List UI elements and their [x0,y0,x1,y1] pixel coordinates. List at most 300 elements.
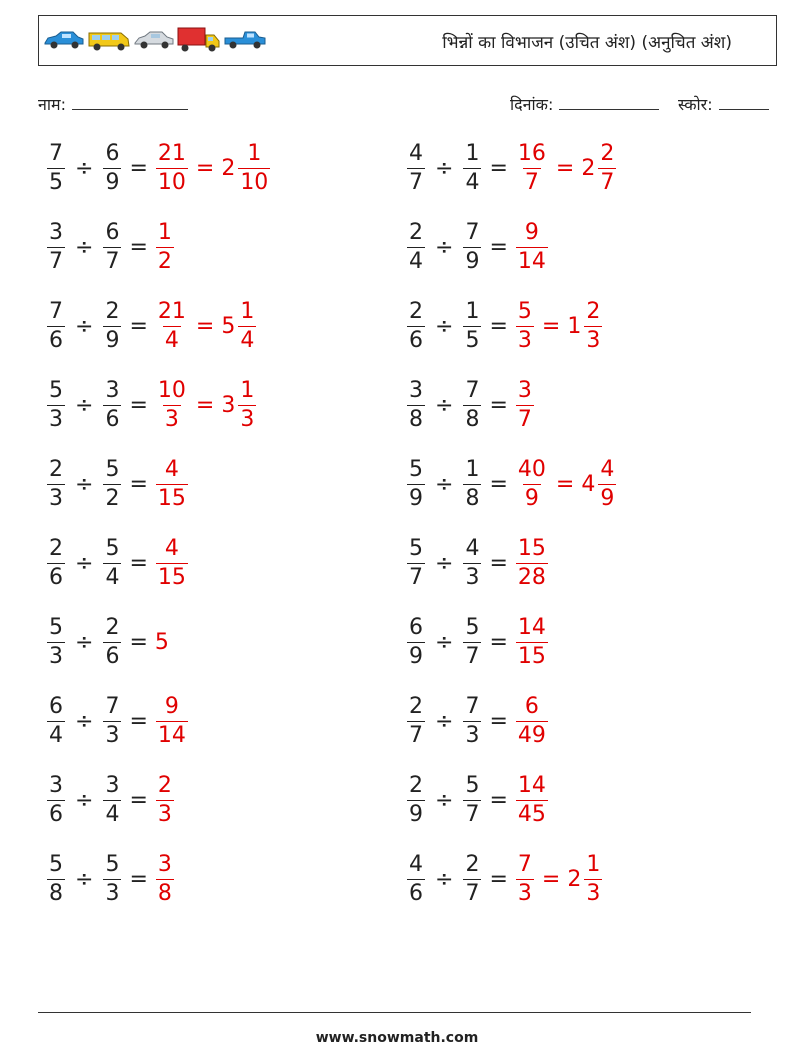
divisor-fraction [463,143,481,194]
dividend-fraction-denominator: 7 [409,723,423,748]
dividend-fraction-numerator: 4 [409,852,423,877]
equals-sign: = [129,235,148,260]
divisor-fraction-numerator: 5 [105,457,120,482]
divide-sign: ÷ [75,551,94,576]
answer-fraction [516,301,534,352]
divide-sign: ÷ [435,314,454,339]
answer [155,380,257,431]
footer-divider [38,1012,751,1013]
dividend-fraction-numerator: 3 [49,773,63,798]
divisor-fraction [463,617,481,668]
dividend-fraction [47,301,65,352]
divisor-fraction-denominator: 3 [465,723,480,748]
answer-fraction [516,459,548,510]
dividend-fraction-denominator: 3 [49,486,63,511]
answer [515,143,617,194]
dividend-fraction-denominator: 8 [409,407,423,432]
divisor-fraction [103,775,121,826]
mixed-whole: 2 [567,867,582,892]
answer-fraction-numerator: 3 [517,378,532,403]
problem-row [46,854,175,905]
dividend-fraction [407,775,425,826]
answer [515,696,549,747]
divisor-fraction [463,696,481,747]
divisor-fraction [103,617,121,668]
divisor-fraction-denominator: 7 [465,644,480,669]
answer [515,301,603,352]
answer-fraction [156,696,188,747]
answer [515,538,549,589]
problem-row [46,459,189,510]
problem-row [46,617,169,668]
equals-sign: = [129,551,148,576]
answer [515,380,535,431]
date-field[interactable] [510,93,659,115]
dividend-fraction [407,854,425,905]
divisor-fraction-numerator: 3 [105,773,120,798]
divisor-fraction-denominator: 4 [105,565,120,590]
dividend-fraction [407,301,425,352]
divisor-fraction [463,380,481,431]
divisor-fraction-numerator: 6 [105,220,120,245]
answer-fraction-numerator: 9 [164,694,179,719]
mixed-fraction [238,380,256,431]
equals-sign: = [489,156,508,181]
dividend-fraction-denominator: 6 [49,802,63,827]
date-blank[interactable] [559,95,659,110]
mixed-whole: 2 [581,156,596,181]
answer [155,696,189,747]
dividend-fraction [407,222,425,273]
equals-sign: = [129,788,148,813]
dividend-fraction-denominator: 5 [49,170,63,195]
answer [515,222,549,273]
mixed-fraction-numerator: 1 [240,299,255,324]
divisor-fraction [463,775,481,826]
mixed-whole: 4 [581,472,596,497]
problem-row [46,538,189,589]
mixed-fraction-denominator: 10 [240,170,269,195]
dividend-fraction-numerator: 5 [49,615,63,640]
divide-sign: ÷ [435,235,454,260]
answer-fraction-numerator: 9 [524,220,539,245]
answer-fraction [156,538,188,589]
answer-fraction-numerator: 3 [157,852,172,877]
problem-row [406,301,603,352]
answer-fraction-denominator: 9 [524,486,539,511]
answer-fraction-numerator: 1 [157,220,172,245]
answer [155,854,175,905]
equals-sign: = [129,867,148,892]
dividend-fraction-denominator: 3 [49,407,63,432]
divisor-fraction-denominator: 9 [105,170,120,195]
divide-sign: ÷ [75,393,94,418]
answer [515,617,549,668]
answer-fraction-denominator: 28 [517,565,546,590]
answer-fraction [516,538,548,589]
answer [515,459,617,510]
problem-row [46,696,189,747]
answer [515,775,549,826]
divisor-fraction-numerator: 1 [465,141,480,166]
answer-fraction-numerator: 7 [517,852,532,877]
mixed-fraction-denominator: 7 [600,170,615,195]
mixed-fraction [598,143,616,194]
dividend-fraction-numerator: 4 [409,141,423,166]
answer-fraction-denominator: 7 [517,407,532,432]
mixed-fraction-numerator: 1 [586,852,601,877]
yellow-van-icon [87,29,131,51]
answer-fraction-denominator: 2 [157,249,172,274]
equals-sign: = [129,709,148,734]
answer-fraction-denominator: 8 [157,881,172,906]
mixed-whole: 2 [221,156,236,181]
equals-sign: = [489,788,508,813]
answer-fraction [156,380,188,431]
answer-fraction [516,775,548,826]
dividend-fraction-denominator: 8 [49,881,63,906]
name-blank[interactable] [72,95,188,110]
answer-fraction-denominator: 3 [517,328,532,353]
divisor-fraction-numerator: 2 [105,615,120,640]
divisor-fraction-denominator: 7 [465,881,480,906]
problem-row [46,775,175,826]
answer-fraction-denominator: 49 [517,723,546,748]
divisor-fraction [103,854,121,905]
divisor-fraction-denominator: 2 [105,486,120,511]
problem-row [406,380,535,431]
dividend-fraction-numerator: 6 [49,694,63,719]
problem-row [406,854,603,905]
mixed-fraction-denominator: 3 [586,881,601,906]
answer-fraction [516,696,548,747]
divide-sign: ÷ [75,472,94,497]
problem-row [406,775,549,826]
divisor-fraction-numerator: 5 [105,536,120,561]
divisor-fraction-numerator: 1 [465,299,480,324]
mixed-whole: 5 [221,314,236,339]
divisor-fraction-denominator: 7 [465,802,480,827]
divisor-fraction-numerator: 2 [105,299,120,324]
divisor-fraction [463,301,481,352]
blue-pickup-icon [223,30,267,50]
answer-fraction [516,222,548,273]
divisor-fraction-numerator: 5 [465,773,480,798]
divisor-fraction-numerator: 3 [105,378,120,403]
answer [155,143,271,194]
equals-sign: = [129,630,148,655]
equals-sign: = [489,393,508,418]
dividend-fraction-numerator: 7 [49,299,63,324]
mixed-fraction [584,854,602,905]
divisor-fraction-denominator: 3 [465,565,480,590]
score-blank[interactable] [719,95,769,110]
divisor-fraction-numerator: 1 [465,457,480,482]
answer-fraction-numerator: 6 [524,694,539,719]
blue-car-icon [43,30,85,50]
mixed-fraction-denominator: 3 [586,328,601,353]
divisor-fraction-denominator: 3 [105,723,120,748]
answer [155,538,189,589]
divisor-fraction [463,538,481,589]
equals-sign: = [129,156,148,181]
dividend-fraction-numerator: 5 [409,457,423,482]
answer-fraction-denominator: 15 [157,486,186,511]
dividend-fraction-denominator: 4 [49,723,63,748]
equals-sign: = [129,393,148,418]
red-truck-icon [177,27,221,53]
answer-fraction [156,222,174,273]
answer-fraction-numerator: 16 [517,141,546,166]
divisor-fraction-numerator: 7 [465,220,480,245]
divisor-fraction-numerator: 4 [465,536,480,561]
equals-sign: = [195,393,215,418]
answer-fraction [156,854,174,905]
answer-whole: 5 [154,630,169,655]
divisor-fraction-denominator: 9 [105,328,120,353]
equals-sign: = [489,472,508,497]
answer-fraction-numerator: 4 [164,457,179,482]
dividend-fraction [407,617,425,668]
divide-sign: ÷ [75,788,94,813]
dividend-fraction-denominator: 9 [409,486,423,511]
divide-sign: ÷ [75,235,94,260]
dividend-fraction-numerator: 7 [49,141,63,166]
answer-fraction-denominator: 15 [517,644,546,669]
dividend-fraction [47,696,65,747]
equals-sign: = [489,314,508,339]
answer-fraction-denominator: 45 [517,802,546,827]
name-field[interactable] [38,93,188,115]
answer-fraction-denominator: 4 [164,328,179,353]
equals-sign: = [489,551,508,576]
vehicle-icons [43,26,269,54]
answer-fraction-numerator: 10 [157,378,186,403]
dividend-fraction-numerator: 3 [409,378,423,403]
answer-fraction-numerator: 14 [517,615,546,640]
divide-sign: ÷ [435,709,454,734]
divide-sign: ÷ [75,630,94,655]
worksheet-header [38,15,777,66]
equals-sign: = [555,156,575,181]
name-label: नाम: [38,95,66,114]
dividend-fraction-numerator: 6 [409,615,423,640]
dividend-fraction [407,143,425,194]
score-field[interactable] [678,93,769,115]
dividend-fraction [47,854,65,905]
dividend-fraction [407,380,425,431]
divisor-fraction [103,538,121,589]
dividend-fraction [47,143,65,194]
dividend-fraction-denominator: 7 [409,170,423,195]
dividend-fraction [47,538,65,589]
divisor-fraction-numerator: 6 [105,141,120,166]
answer [155,222,175,273]
problem-row [406,222,549,273]
mixed-fraction-numerator: 2 [600,141,615,166]
answer-fraction-numerator: 40 [517,457,546,482]
divide-sign: ÷ [435,867,454,892]
answer-fraction-numerator: 5 [517,299,532,324]
answer-fraction [516,617,548,668]
equals-sign: = [489,867,508,892]
divisor-fraction-numerator: 7 [465,694,480,719]
dividend-fraction [47,775,65,826]
divisor-fraction-denominator: 3 [105,881,120,906]
divide-sign: ÷ [75,709,94,734]
dividend-fraction-numerator: 5 [409,536,423,561]
divisor-fraction [103,222,121,273]
dividend-fraction-denominator: 6 [409,881,423,906]
divisor-fraction-numerator: 2 [465,852,480,877]
dividend-fraction-numerator: 5 [49,852,63,877]
mixed-whole: 1 [567,314,582,339]
equals-sign: = [489,630,508,655]
divisor-fraction-denominator: 5 [465,328,480,353]
dividend-fraction-denominator: 7 [49,249,63,274]
answer-fraction-denominator: 14 [517,249,546,274]
equals-sign: = [195,156,215,181]
mixed-fraction [598,459,616,510]
mixed-fraction-denominator: 4 [240,328,255,353]
answer [155,459,189,510]
dividend-fraction-denominator: 7 [409,565,423,590]
mixed-fraction-numerator: 4 [600,457,615,482]
mixed-fraction-denominator: 3 [240,407,255,432]
divisor-fraction [103,696,121,747]
problem-row [406,459,617,510]
mixed-fraction [238,143,270,194]
divisor-fraction [463,222,481,273]
dividend-fraction [47,617,65,668]
problem-row [46,380,257,431]
dividend-fraction-numerator: 2 [409,299,423,324]
dividend-fraction-numerator: 2 [49,536,63,561]
equals-sign: = [195,314,215,339]
answer-fraction-denominator: 3 [164,407,179,432]
mixed-fraction-numerator: 1 [240,378,255,403]
worksheet-title: भिन्नों का विभाजन (उचित अंश) (अनुचित अंश) [442,33,732,53]
divisor-fraction-denominator: 4 [465,170,480,195]
dividend-fraction-denominator: 6 [49,328,63,353]
answer-fraction-denominator: 7 [524,170,539,195]
problem-row [46,222,175,273]
answer [155,630,169,655]
divisor-fraction [103,459,121,510]
score-label: स्कोर: [678,95,713,114]
problem-row [406,696,549,747]
divide-sign: ÷ [435,630,454,655]
divisor-fraction-denominator: 9 [465,249,480,274]
divisor-fraction [103,380,121,431]
dividend-fraction-denominator: 3 [49,644,63,669]
dividend-fraction-numerator: 2 [409,694,423,719]
answer-fraction [156,143,188,194]
dividend-fraction [407,538,425,589]
equals-sign: = [129,472,148,497]
mixed-fraction-numerator: 1 [247,141,262,166]
dividend-fraction-denominator: 6 [409,328,423,353]
dividend-fraction [407,696,425,747]
answer-fraction [516,380,534,431]
answer-fraction-denominator: 15 [157,565,186,590]
answer-fraction [516,854,534,905]
answer [515,854,603,905]
problem-row [406,617,549,668]
dividend-fraction-numerator: 5 [49,378,63,403]
divide-sign: ÷ [75,314,94,339]
dividend-fraction [407,459,425,510]
answer [155,301,257,352]
dividend-fraction-denominator: 4 [409,249,423,274]
dividend-fraction-numerator: 2 [49,457,63,482]
answer-fraction [516,143,548,194]
divide-sign: ÷ [75,867,94,892]
dividend-fraction-denominator: 9 [409,802,423,827]
equals-sign: = [129,314,148,339]
problem-row [406,538,549,589]
divisor-fraction-denominator: 4 [105,802,120,827]
date-label: दिनांक: [510,95,554,114]
answer-fraction-denominator: 3 [517,881,532,906]
equals-sign: = [555,472,575,497]
answer-fraction-numerator: 21 [157,141,186,166]
answer-fraction-numerator: 14 [517,773,546,798]
mixed-fraction [238,301,256,352]
problem-row [46,301,257,352]
divisor-fraction-denominator: 8 [465,486,480,511]
divisor-fraction-denominator: 6 [105,644,120,669]
equals-sign: = [541,867,561,892]
mixed-fraction-numerator: 2 [586,299,601,324]
equals-sign: = [541,314,561,339]
dividend-fraction-numerator: 2 [409,220,423,245]
divide-sign: ÷ [435,788,454,813]
equals-sign: = [489,709,508,734]
divisor-fraction-numerator: 5 [105,852,120,877]
divide-sign: ÷ [435,156,454,181]
answer-fraction-numerator: 4 [164,536,179,561]
mixed-fraction [584,301,602,352]
answer-fraction [156,775,174,826]
divide-sign: ÷ [435,551,454,576]
dividend-fraction [47,380,65,431]
divisor-fraction-denominator: 7 [105,249,120,274]
divisor-fraction-numerator: 5 [465,615,480,640]
problem-row [406,143,617,194]
dividend-fraction [47,459,65,510]
divisor-fraction-denominator: 8 [465,407,480,432]
silver-car-icon [133,30,175,50]
divisor-fraction-numerator: 7 [465,378,480,403]
mixed-whole: 3 [221,393,236,418]
divide-sign: ÷ [75,156,94,181]
divisor-fraction [103,143,121,194]
dividend-fraction-numerator: 3 [49,220,63,245]
problem-row [46,143,271,194]
divide-sign: ÷ [435,472,454,497]
answer-fraction-numerator: 2 [157,773,172,798]
dividend-fraction-denominator: 6 [49,565,63,590]
divide-sign: ÷ [435,393,454,418]
answer-fraction-denominator: 10 [157,170,186,195]
divisor-fraction [103,301,121,352]
answer-fraction-numerator: 15 [517,536,546,561]
answer [155,775,175,826]
answer-fraction [156,301,188,352]
answer-fraction [156,459,188,510]
dividend-fraction [47,222,65,273]
